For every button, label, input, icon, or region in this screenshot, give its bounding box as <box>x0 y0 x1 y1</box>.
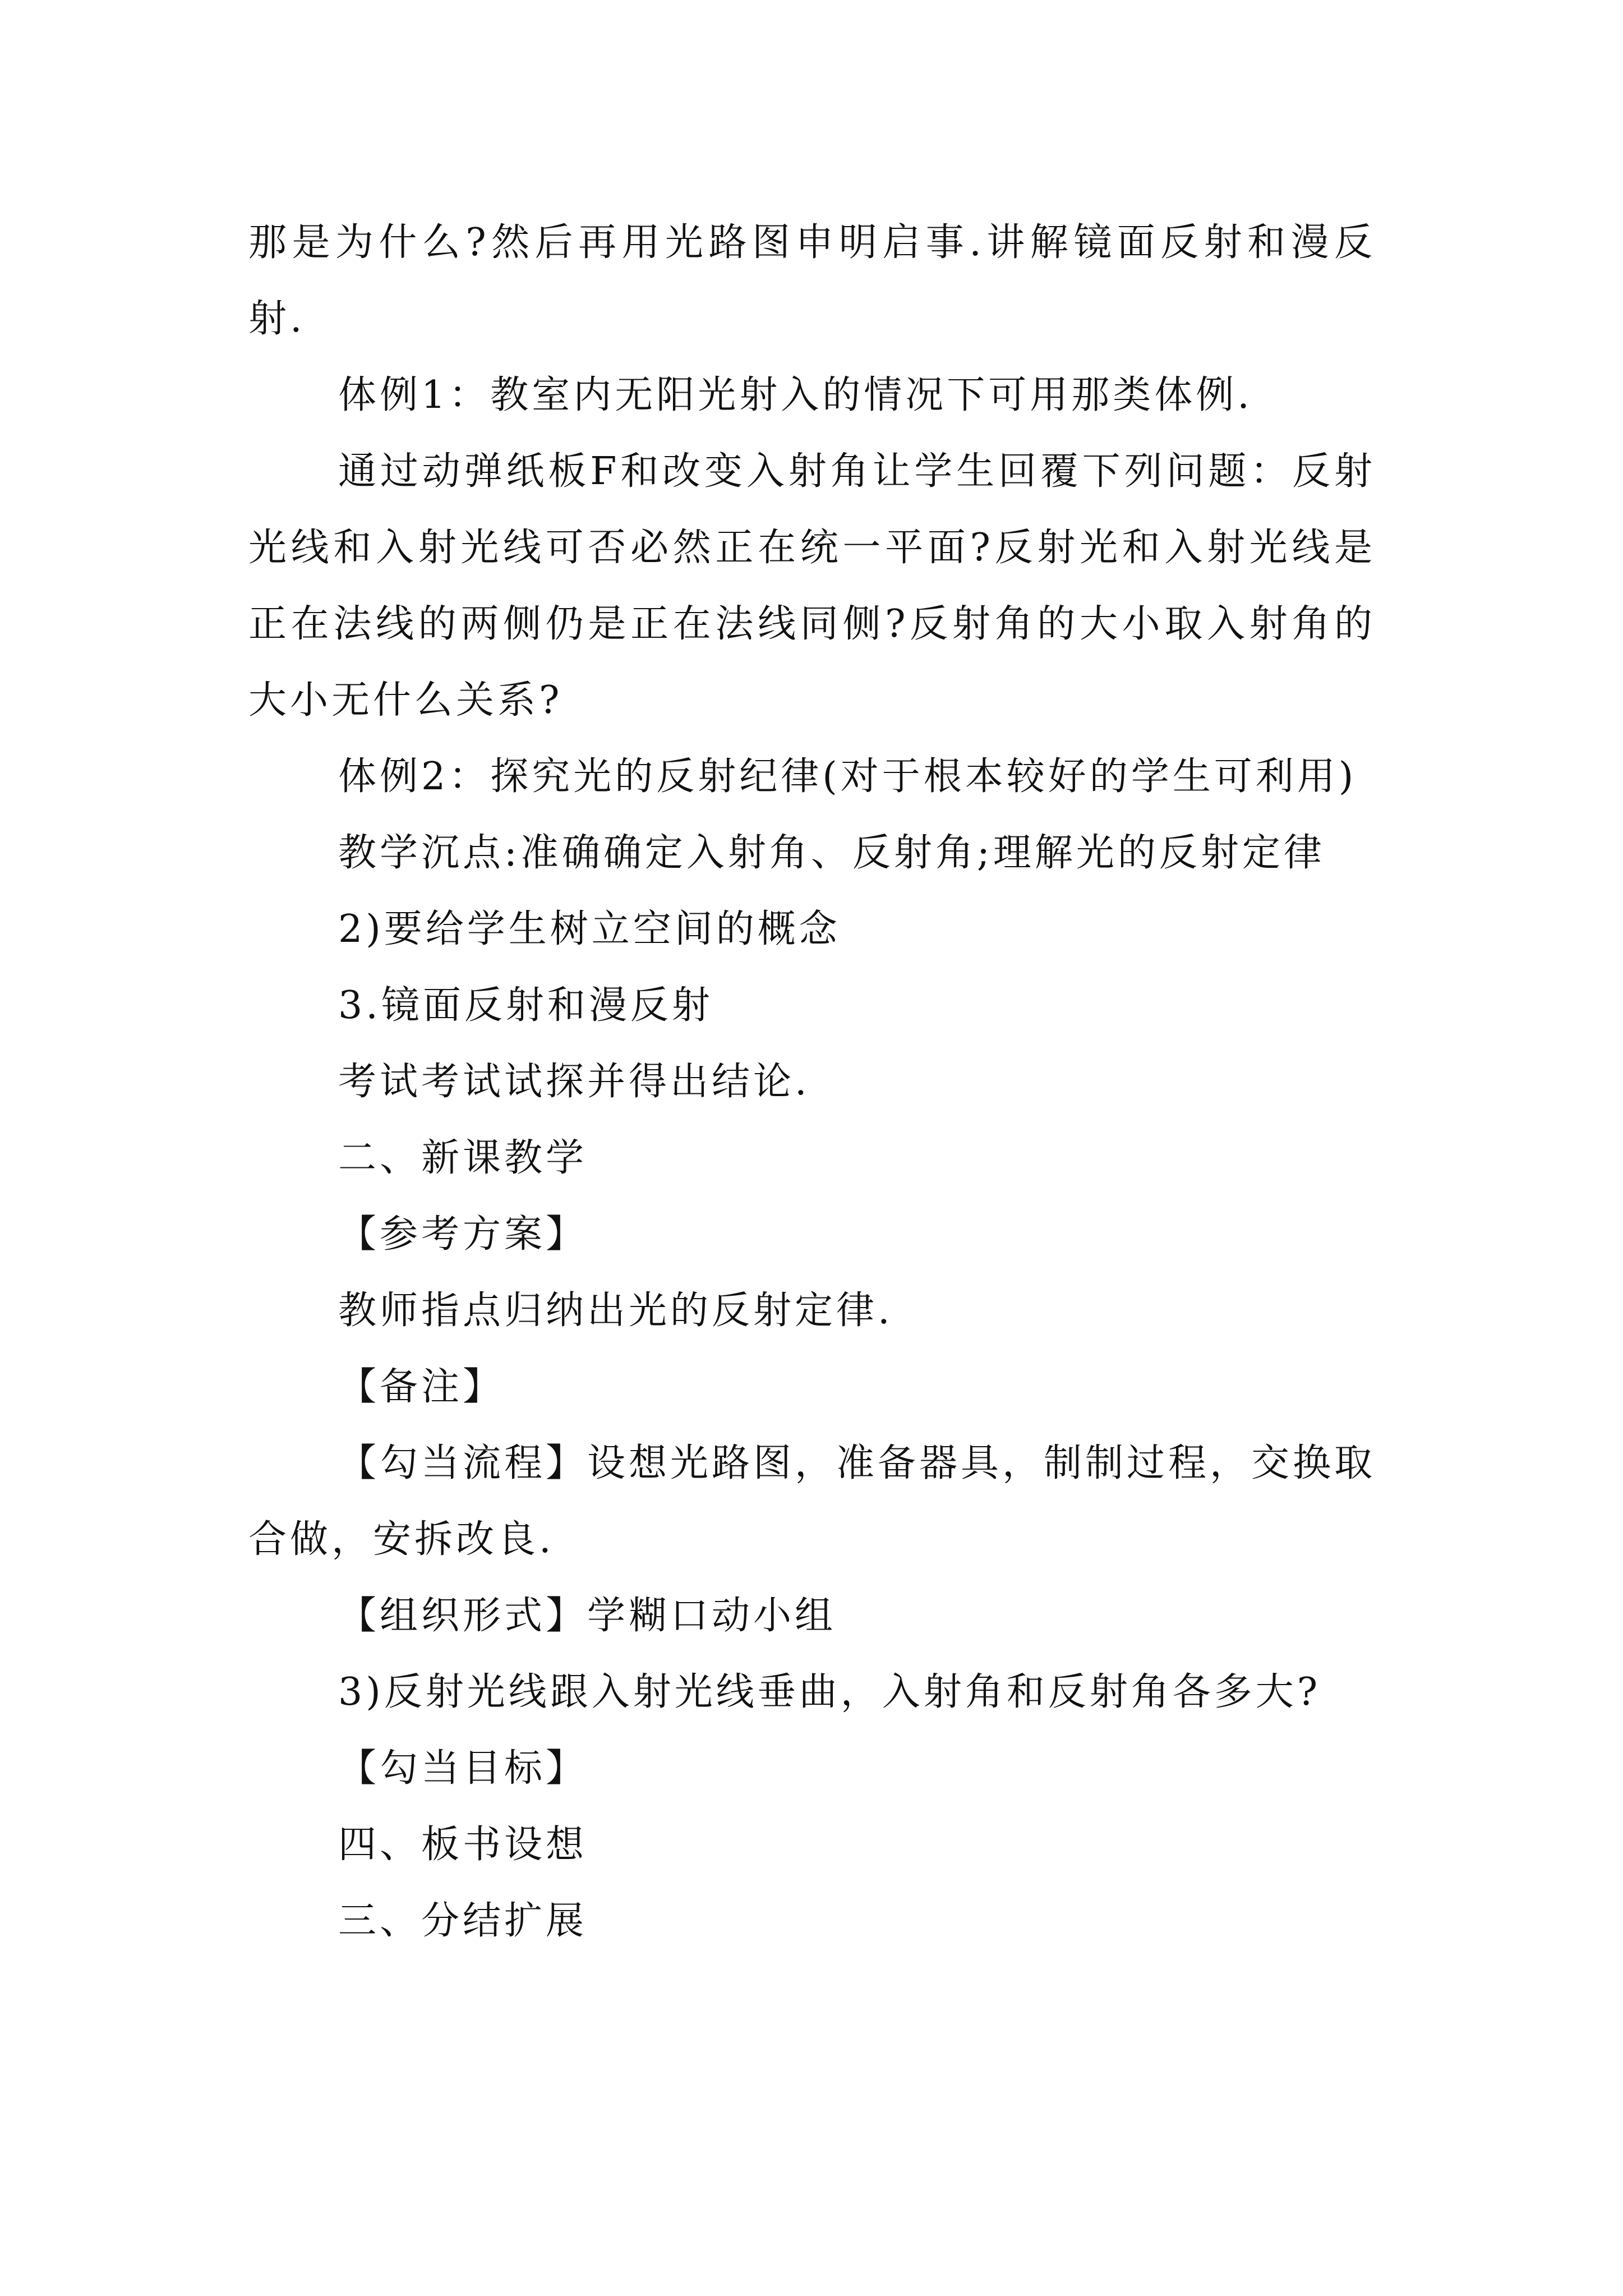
paragraph-reflection-intro: 那是为什么?然后再用光路图申明启事.讲解镜面反射和漫反射. <box>248 220 1376 341</box>
label-notes: 【备注】 <box>338 1365 505 1409</box>
section-heading-new-lesson: 二、新课教学 <box>338 1136 588 1180</box>
label-reference-plan: 【参考方案】 <box>338 1212 588 1257</box>
paragraph-mirror-diffuse: 3.镜面反射和漫反射 <box>338 983 713 1028</box>
paragraph-questions: 通过动弹纸板F和改变入射角让学生回覆下列问题：反射光线和入射光线可否必然正在统一平面?反射光和入射光线是正在法线的两侧仍是正在法线同侧?反射角的大小取入射角的大小无什么关系? <box>248 449 1376 723</box>
paragraph-space-concept: 2)要给学生树立空间的概念 <box>338 907 841 951</box>
paragraph-activity-process: 【勾当流程】设想光路图，准备器具，制制过程，交换取合做，安拆改良. <box>248 1441 1376 1562</box>
paragraph-perpendicular-question: 3)反射光线跟入射光线垂曲，入射角和反射角各多大? <box>338 1670 1321 1714</box>
paragraph-teacher-guidance: 教师指点归纳出光的反射定律. <box>338 1289 893 1333</box>
paragraph-organization-form: 【组织形式】学糊口动小组 <box>338 1594 837 1638</box>
section-heading-board-design: 四、板书设想 <box>338 1823 588 1867</box>
paragraph-method-1: 体例1：教室内无阳光射入的情况下可用那类体例. <box>338 373 1253 417</box>
document-body <box>248 205 1376 1959</box>
paragraph-method-2: 体例2：探究光的反射纪律(对于根本较好的学生可利用) <box>338 754 1357 799</box>
paragraph-key-points: 教学沉点:准确确定入射角、反射角;理解光的反射定律 <box>338 831 1325 875</box>
paragraph-conclusion: 考试考试试探并得出结论. <box>338 1060 810 1104</box>
label-activity-goal: 【勾当目标】 <box>338 1746 588 1791</box>
section-heading-summary: 三、分结扩展 <box>338 1899 588 1943</box>
